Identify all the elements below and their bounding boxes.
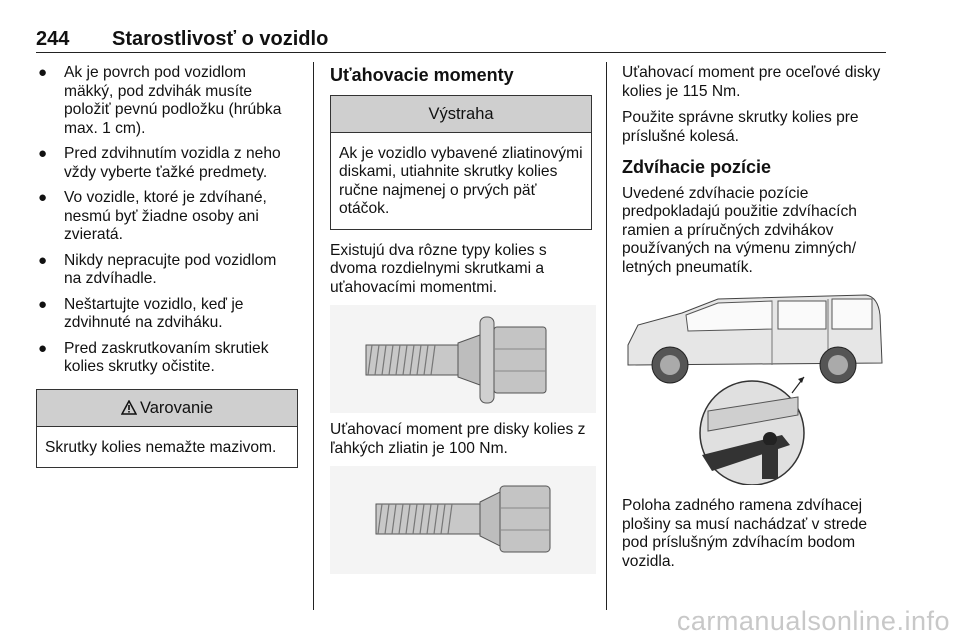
steel-wheel-bolt-figure bbox=[330, 305, 596, 413]
page-number: 244 bbox=[36, 28, 70, 50]
paragraph: Uťahovací moment pre disky kolies z ľahkých zliatin je 100 Nm. bbox=[330, 421, 586, 457]
page-header bbox=[36, 24, 886, 54]
list-item: ● Pred zdvihnutím vozidla z neho vždy vyberte ťažké predmety. bbox=[38, 145, 281, 181]
caution-text: Ak je vozidlo vybavené zliatinovými diskami, utiahnite skrutky kolies ručne najmenej o prvých päť otáčok. bbox=[339, 144, 583, 217]
list-item: ● Neštartujte vozidlo, keď je zdvihnuté na zdviháku. bbox=[38, 295, 244, 331]
paragraph: Použite správne skrutky kolies pre príslušné kolesá. bbox=[622, 109, 859, 145]
list-item: ● Pred zaskrutkovaním skrutiek kolies skrutky očistite. bbox=[38, 339, 269, 375]
column-2 bbox=[330, 64, 592, 574]
paragraph: Existujú dva rôzne typy kolies s dvoma rozdielnymi skrutkami a uťahovacími momentmi. bbox=[330, 241, 547, 296]
warning-title: Varovanie bbox=[139, 398, 214, 417]
caution-box-header: Výstraha bbox=[331, 96, 591, 133]
lifting-point-figure bbox=[622, 285, 888, 485]
precaution-list bbox=[36, 64, 298, 377]
column-divider-1 bbox=[313, 62, 314, 610]
paragraph: Poloha zadného ramena zdvíhacej plošiny sa musí nachádzať v strede pod príslušným zdvíhacím bodom vozidla. bbox=[622, 497, 868, 570]
column-divider-2 bbox=[606, 62, 607, 610]
list-item: ● Nikdy nepracujte pod vozidlom na zdvíhadle. bbox=[38, 251, 277, 287]
page-title: Starostlivosť o vozidlo bbox=[112, 28, 329, 50]
list-item: ● Vo vozidle, ktoré je zdvíhané, nesmú byť žiadne osoby ani zvieratá. bbox=[38, 189, 267, 243]
wheel-bolt-illustration bbox=[330, 305, 596, 413]
warning-box-header bbox=[37, 390, 297, 427]
section-heading-torque: Uťahovacie momenty bbox=[330, 65, 514, 85]
paragraph: Uvedené zdvíhacie pozície predpokladajú použitie zdvíhacích ramien a príručných zdvihákov používaných na výmenu zimných/ letných pneumatík. bbox=[622, 184, 857, 276]
caution-box bbox=[330, 95, 592, 230]
warning-text: Skrutky kolies nemažte mazivom. bbox=[45, 438, 277, 456]
list-item: ● Ak je povrch pod vozidlom mäkký, pod zdvihák musíte položiť pevnú podložku (hrúbka max. 1 cm). bbox=[38, 64, 282, 137]
alloy-wheel-bolt-figure bbox=[330, 466, 596, 574]
watermark-text: carmanualsonline.info bbox=[676, 606, 950, 636]
column-1 bbox=[36, 64, 298, 468]
section-heading-lifting: Zdvíhacie pozície bbox=[622, 157, 772, 177]
warning-triangle-icon bbox=[121, 392, 137, 428]
paragraph: Uťahovací moment pre oceľové disky kolies je 115 Nm. bbox=[622, 64, 881, 100]
header-divider bbox=[36, 52, 886, 53]
alloy-bolt-illustration bbox=[330, 466, 596, 574]
column-3 bbox=[622, 64, 888, 579]
van-lifting-illustration bbox=[622, 285, 888, 485]
warning-box bbox=[36, 389, 298, 469]
